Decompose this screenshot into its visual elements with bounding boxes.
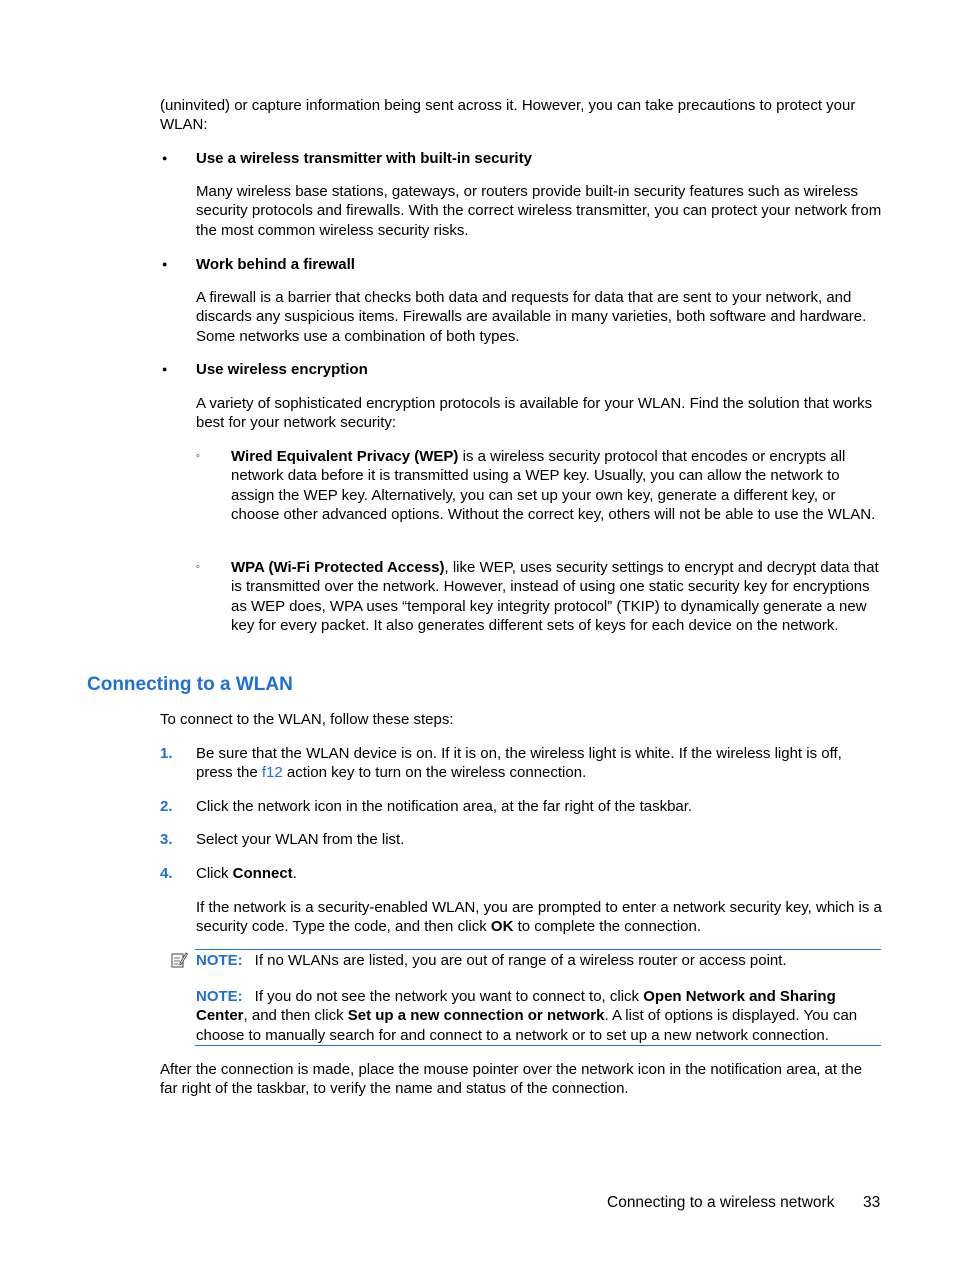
encryption-term-wpa: WPA (Wi-Fi Protected Access) (231, 559, 445, 576)
section-heading: Connecting to a WLAN (87, 674, 293, 695)
bullet-icon: ● (162, 364, 168, 374)
encryption-term-wep: Wired Equivalent Privacy (WEP) (231, 448, 459, 465)
note-2-bold-1: Open Network and Sharing Center (196, 988, 836, 1025)
step-number: 2. (160, 798, 173, 815)
precaution-body-encryption: A variety of sophisticated encryption protocols is available for your WLAN. Find the solution that works best for your network security: (196, 395, 873, 432)
step-number: 4. (160, 865, 173, 882)
bullet-icon: ● (162, 259, 168, 269)
closing-paragraph: After the connection is made, place the mouse pointer over the network icon in the notification area, at the far right of the taskbar, to verify the name and status of the connection. (160, 1061, 863, 1098)
note-2-text-1: If you do not see the network you want to connect to, click (254, 988, 644, 1005)
step-2-text: Click the network icon in the notification area, at the far right of the taskbar. (196, 798, 693, 815)
step-4-before: Click (196, 865, 233, 882)
sub-bullet-icon: ◦ (196, 561, 200, 573)
note-bottom-rule (195, 1045, 881, 1046)
step-1-after: action key to turn on the wireless connection. (282, 764, 587, 782)
note-top-rule (195, 949, 881, 950)
note-2 (196, 987, 882, 1045)
step-1-before: Be sure that the WLAN device is on. If it is on, the wireless light is white. If the wireless light is off, press the (196, 745, 842, 782)
precaution-body-firewall: A firewall is a barrier that checks both data and requests for data that are sent to your network, and discards any suspicious items. Firewalls are available in many varieties, both software and hardware. Some networks use a combination of both types. (196, 289, 867, 345)
step-number: 1. (160, 745, 173, 762)
encryption-item-wpa (231, 558, 883, 636)
note-pencil-icon (170, 951, 188, 969)
followup-after: to complete the connection. (513, 918, 702, 936)
encryption-item-wep (231, 447, 883, 525)
step-4-bold: Connect (232, 865, 293, 882)
precaution-body-transmitter: Many wireless base stations, gateways, or routers provide built-in security features such as wireless security protocols and firewalls. With the correct wireless transmitter, you can protect your network from the most common wireless security risks. (196, 183, 882, 239)
step-3-text: Select your WLAN from the list. (196, 831, 405, 848)
note-1-text: If no WLANs are listed, you are out of range of a wireless router or access point. (254, 952, 787, 969)
note-2-bold-2: Set up a new connection or network (347, 1007, 605, 1025)
note-2-text-3: . A list of options is displayed. You can choose to manually search for and connect to a network or to set up a new network connection. (196, 1007, 858, 1044)
intro-paragraph: (uninvited) or capture information being sent across it. However, you can take precautions to protect your WLAN: (160, 97, 856, 134)
section-intro: To connect to the WLAN, follow these steps: (160, 711, 454, 728)
step-1-text (196, 744, 882, 783)
precaution-title-transmitter: Use a wireless transmitter with built-in security (196, 150, 532, 167)
step-4-after: . (292, 865, 297, 882)
footer-chapter-title: Connecting to a wireless network (607, 1194, 835, 1211)
page-number: 33 (863, 1194, 881, 1211)
bullet-icon: ● (162, 153, 168, 163)
sub-bullet-icon: ◦ (196, 450, 200, 462)
step-4-followup (196, 898, 882, 937)
precaution-title-firewall: Work behind a firewall (196, 256, 355, 273)
note-label: NOTE: (196, 988, 243, 1005)
encryption-body-wpa: , like WEP, uses security settings to encrypt and decrypt data that is transmitted over the network. However, instead of using one static security key for encryptions as WEP does, WPA uses “temporal key integrity protocol” (TKIP) to dynamically generate a new key for every packet. It also generates different sets of keys for each device on the network. (231, 559, 879, 635)
precaution-title-encryption: Use wireless encryption (196, 361, 368, 378)
encryption-body-wep: is a wireless security protocol that encodes or encrypts all network data before it is transmitted using a WEP key. Usually, you can allow the network to assign the WEP key. Alternatively, you can set up your own key, generate a different key, or choose other advanced options. Without the correct key, others will not be able to use the WLAN. (231, 448, 876, 524)
followup-before: If the network is a security-enabled WLAN, you are prompted to enter a network security key, which is a security code. Type the code, and then click (196, 899, 882, 936)
step-4-text (196, 864, 882, 883)
step-number: 3. (160, 831, 173, 848)
note-1 (196, 951, 882, 970)
f12-key-link[interactable]: f12 (261, 764, 283, 782)
followup-bold: OK (490, 918, 514, 936)
note-2-text-2: , and then click (243, 1007, 348, 1025)
note-label: NOTE: (196, 952, 243, 969)
